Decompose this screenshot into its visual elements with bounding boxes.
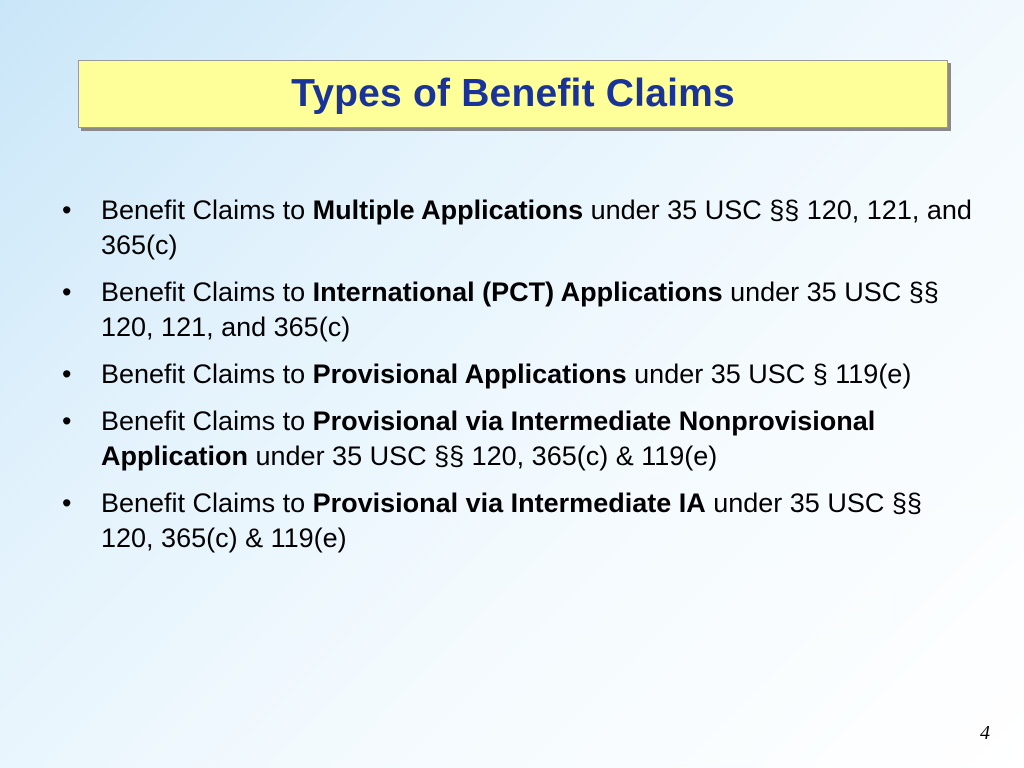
title-box [78,60,948,128]
bullet-bold: Provisional via Intermediate Nonprovisional Application [101,406,876,471]
bullet-suffix: under 35 USC § 119(e) [626,359,912,389]
bullet-prefix: Benefit Claims to [101,488,313,518]
bullet-icon: • [62,488,72,518]
bullet-bold: Provisional Applications [312,359,627,389]
bullet-icon: • [62,359,72,389]
slide-title: Types of Benefit Claims [291,72,735,115]
bullet-prefix: Benefit Claims to [101,277,313,307]
bullet-item [62,357,972,392]
bullet-bold: International (PCT) Applications [312,277,723,307]
bullet-list [62,193,972,568]
bullet-item [62,486,972,556]
bullet-item [62,275,972,345]
page-number: 4 [980,722,990,744]
bullet-bold: Multiple Applications [312,195,584,225]
bullet-bold: Provisional via Intermediate IA [312,488,706,518]
bullet-item [62,193,972,263]
bullet-suffix: under 35 USC §§ 120, 121, and 365(c) [101,195,972,260]
bullet-suffix: under 35 USC §§ 120, 121, and 365(c) [101,277,939,342]
bullet-icon: • [62,195,72,225]
bullet-icon: • [62,277,72,307]
bullet-prefix: Benefit Claims to [101,359,313,389]
bullet-item [62,404,972,474]
bullet-suffix: under 35 USC §§ 120, 365(c) & 119(e) [248,441,718,471]
bullet-icon: • [62,406,72,436]
bullet-prefix: Benefit Claims to [101,195,313,225]
bullet-prefix: Benefit Claims to [101,406,313,436]
bullet-suffix: under 35 USC §§ 120, 365(c) & 119(e) [101,488,922,553]
